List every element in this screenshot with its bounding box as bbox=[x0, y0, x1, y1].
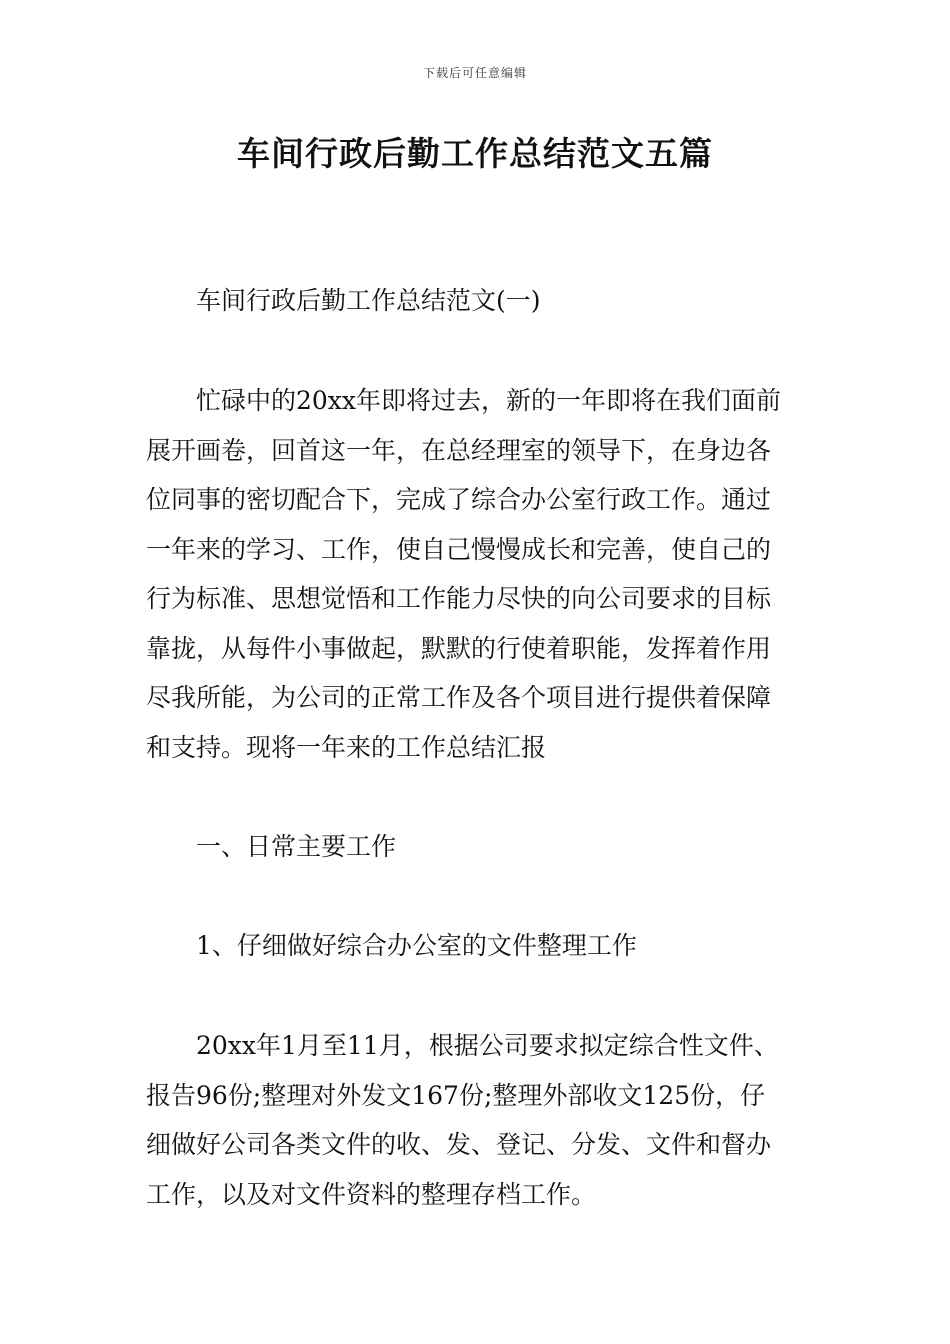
item-heading-text: 1、仔细做好综合办公室的文件整理工作 bbox=[196, 931, 637, 960]
paragraph-line: 报告96份;整理对外发文167份;整理外部收文125份，仔 bbox=[146, 1080, 766, 1110]
paragraph-2 bbox=[146, 1021, 810, 1219]
paragraph-line: 工作，以及对文件资料的整理存档工作。 bbox=[146, 1179, 597, 1209]
paragraph-line: 尽我所能，为公司的正常工作及各个项目进行提供着保障 bbox=[146, 683, 772, 712]
paragraph-1 bbox=[146, 376, 810, 772]
document-title: 车间行政后勤工作总结范文五篇 bbox=[237, 134, 713, 173]
paragraph-line: 一年来的学习、工作，使自己慢慢成长和完善，使自己的 bbox=[146, 534, 772, 564]
subtitle-1 bbox=[146, 276, 810, 326]
section-heading-text: 一、日常主要工作 bbox=[196, 832, 397, 861]
paragraph-line: 靠拢，从每件小事做起，默默的行使着职能，发挥着作用 bbox=[146, 633, 772, 663]
paragraph-line: 展开画卷，回首这一年，在总经理室的领导下，在身边各 bbox=[146, 435, 772, 465]
item-heading-1 bbox=[146, 921, 810, 971]
paragraph-line: 行为标准、思想觉悟和工作能力尽快的向公司要求的目标 bbox=[146, 584, 772, 613]
paragraph-line: 位同事的密切配合下，完成了综合办公室行政工作。通过 bbox=[146, 485, 772, 514]
section-heading-1 bbox=[146, 822, 810, 872]
paragraph-line: 细做好公司各类文件的收、发、登记、分发、文件和督办 bbox=[146, 1130, 772, 1159]
subtitle-1-text: 车间行政后勤工作总结范文(一) bbox=[196, 286, 541, 315]
paragraph-line: 和支持。现将一年来的工作总结汇报 bbox=[146, 732, 547, 762]
paragraph-line: 20xx年1月至11月，根据公司要求拟定综合性文件、 bbox=[146, 1031, 779, 1060]
header-note: 下载后可任意编辑 bbox=[422, 66, 527, 80]
paragraph-line: 忙碌中的20xx年即将过去，新的一年即将在我们面前 bbox=[146, 386, 782, 415]
